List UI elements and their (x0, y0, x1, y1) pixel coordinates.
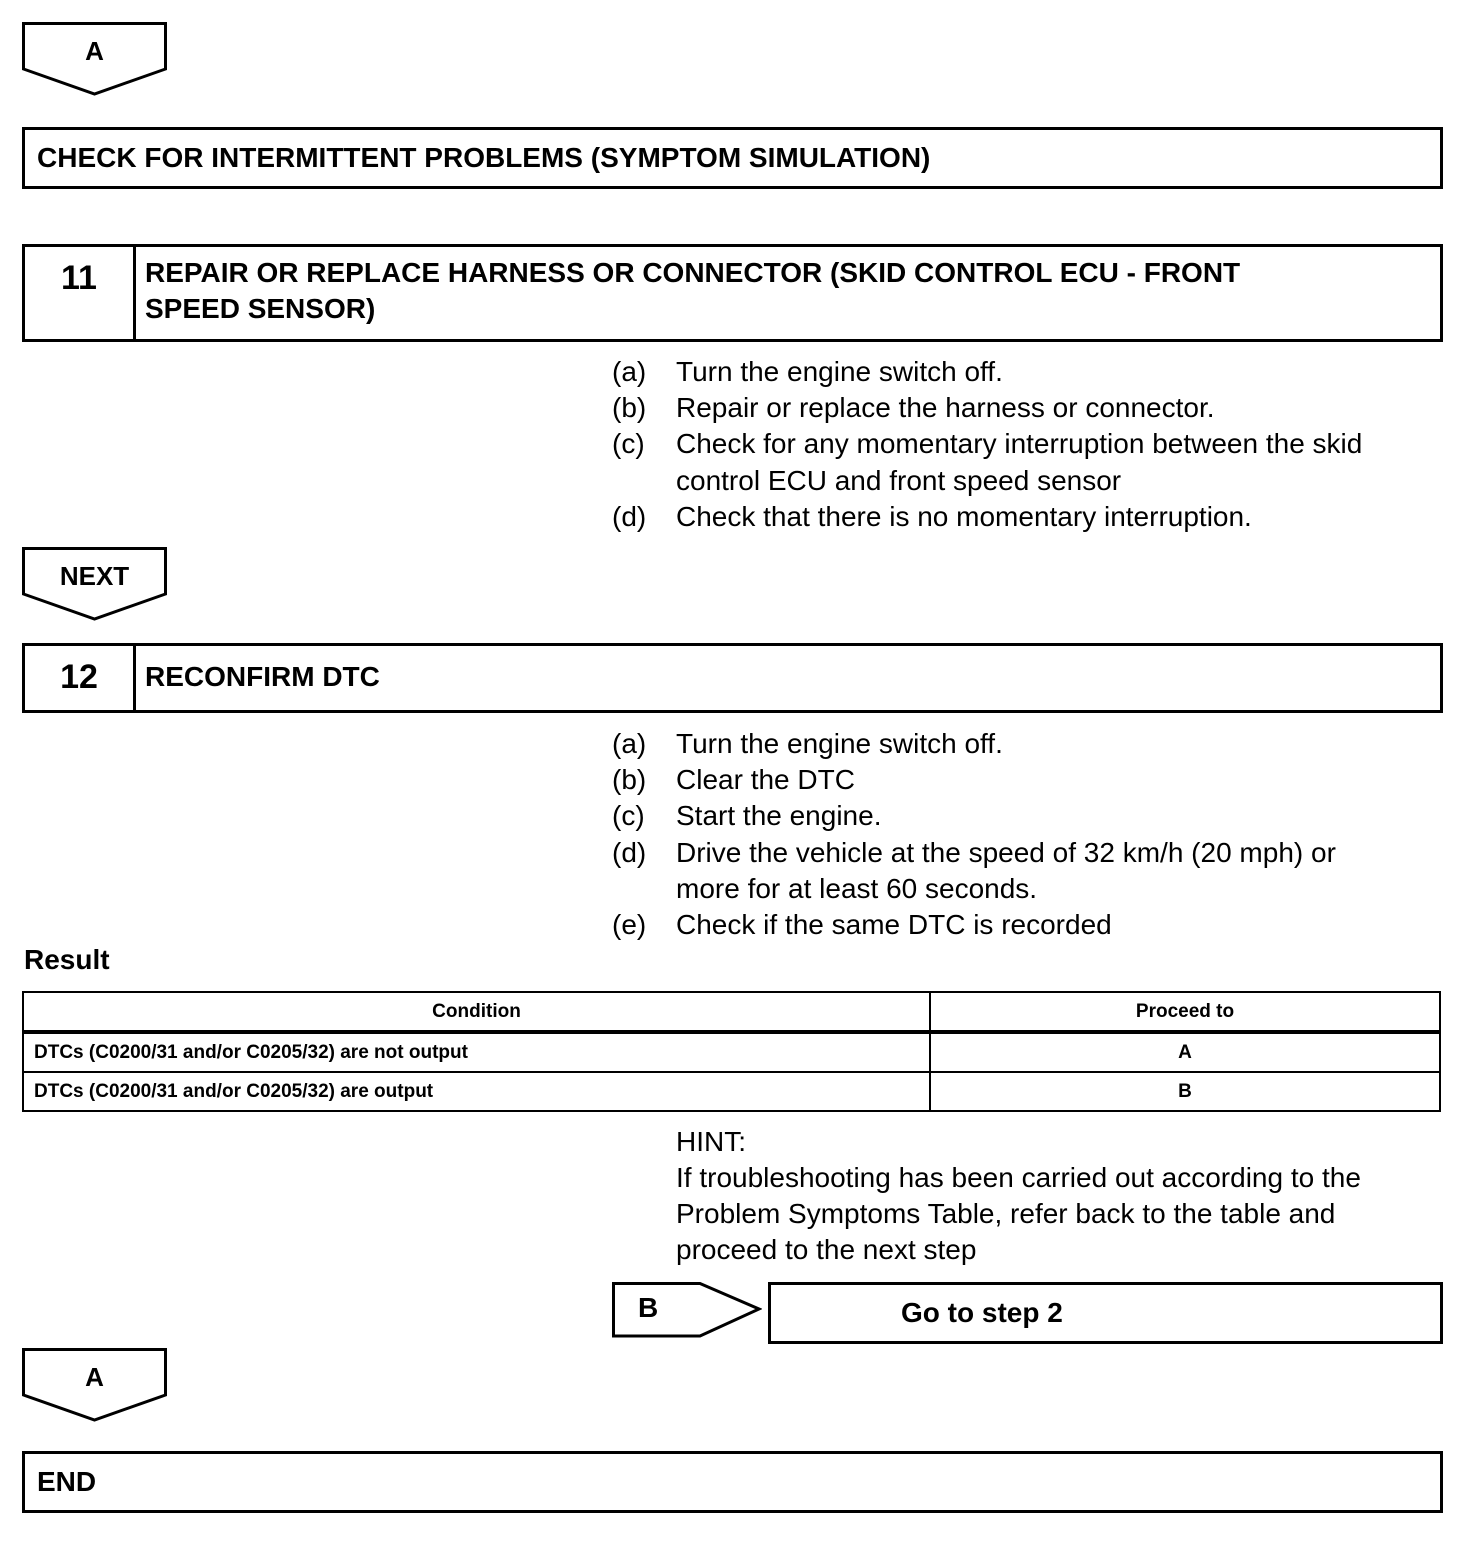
end-box (22, 1451, 1443, 1513)
result-heading: Result (24, 944, 110, 975)
instruction-item (612, 499, 1442, 535)
item-marker: (d) (612, 500, 647, 532)
item-marker: (c) (612, 800, 645, 832)
item-marker: (a) (612, 356, 647, 387)
item-text-line: control ECU and front speed sensor (676, 464, 1122, 496)
instruction-item (612, 390, 1442, 426)
item-text: Start the engine. (676, 800, 882, 832)
table-row (23, 1072, 1440, 1111)
arrow-label: B (638, 1292, 659, 1323)
flow-arrow-b (612, 1282, 762, 1340)
intermittent-check-title: CHECK FOR INTERMITTENT PROBLEMS (SYMPTOM SIMULATION) (37, 142, 931, 173)
item-text: Check if the same DTC is recorded (676, 909, 1112, 941)
step-12-header (22, 643, 1443, 713)
item-text: Check that there is no momentary interruption. (676, 500, 1252, 532)
arrow-label: A (85, 36, 104, 66)
instruction-item (612, 426, 1442, 498)
table-row (23, 1032, 1440, 1072)
condition-cell: DTCs (C0200/31 and/or C0205/32) are output (23, 1072, 930, 1111)
item-text-line: Check for any momentary interruption between the skid (676, 428, 1363, 460)
step-title-line: REPAIR OR REPLACE HARNESS OR CONNECTOR (SKID CONTROL ECU - FRONT (145, 257, 1241, 288)
condition-cell: DTCs (C0200/31 and/or C0205/32) are not output (23, 1032, 930, 1072)
item-text-line: more for at least 60 seconds. (676, 872, 1038, 904)
instruction-item (612, 798, 1442, 834)
step-number: 11 (25, 247, 136, 339)
result-table (22, 991, 1441, 1112)
goto-step-text: Go to step 2 (901, 1297, 1063, 1328)
item-text (676, 426, 1442, 498)
step-title: RECONFIRM DTC (145, 661, 380, 692)
step-11-instructions (612, 354, 1442, 535)
instruction-item (612, 726, 1442, 762)
step-title (145, 255, 1430, 327)
step-number: 12 (25, 646, 136, 710)
instruction-item (612, 354, 1442, 390)
hint-text-line: proceed to the next step (676, 1234, 977, 1265)
column-header-condition: Condition (23, 992, 930, 1032)
item-text (676, 835, 1442, 907)
arrow-label: NEXT (59, 561, 130, 591)
flow-arrow-a-bottom (22, 1348, 167, 1420)
item-marker: (b) (612, 764, 647, 796)
hint-text-line: If troubleshooting has been carried out according to the (676, 1162, 1361, 1193)
column-header-proceed: Proceed to (930, 992, 1440, 1032)
item-text: Repair or replace the harness or connector. (676, 392, 1215, 424)
end-title: END (37, 1466, 97, 1497)
hint-label: HINT: (676, 1126, 746, 1157)
item-marker: (e) (612, 909, 647, 941)
item-text-line: Drive the vehicle at the speed of 32 km/h (20 mph) or (676, 836, 1336, 868)
item-text: Clear the DTC (676, 764, 855, 796)
intermittent-check-box (22, 127, 1443, 189)
item-marker: (c) (612, 428, 645, 460)
proceed-cell: A (930, 1032, 1440, 1072)
item-text: Turn the engine switch off. (676, 356, 1003, 387)
flow-arrow-next (22, 547, 167, 619)
hint-block (676, 1124, 1446, 1268)
goto-step-box (768, 1282, 1443, 1344)
step-12-instructions (612, 726, 1442, 943)
table-header-row (23, 992, 1440, 1032)
item-marker: (b) (612, 392, 647, 424)
flow-arrow-a-top (22, 22, 167, 94)
instruction-item (612, 835, 1442, 907)
step-title-line: SPEED SENSOR) (145, 293, 376, 324)
item-marker: (d) (612, 836, 647, 868)
step-11-header (22, 244, 1443, 342)
arrow-label: A (85, 1362, 104, 1392)
arrow-right-shape (612, 1282, 762, 1340)
hint-text-line: Problem Symptoms Table, refer back to the table and (676, 1198, 1336, 1229)
item-marker: (a) (612, 728, 647, 759)
instruction-item (612, 762, 1442, 798)
instruction-item (612, 907, 1442, 943)
proceed-cell: B (930, 1072, 1440, 1111)
item-text: Turn the engine switch off. (676, 728, 1003, 759)
